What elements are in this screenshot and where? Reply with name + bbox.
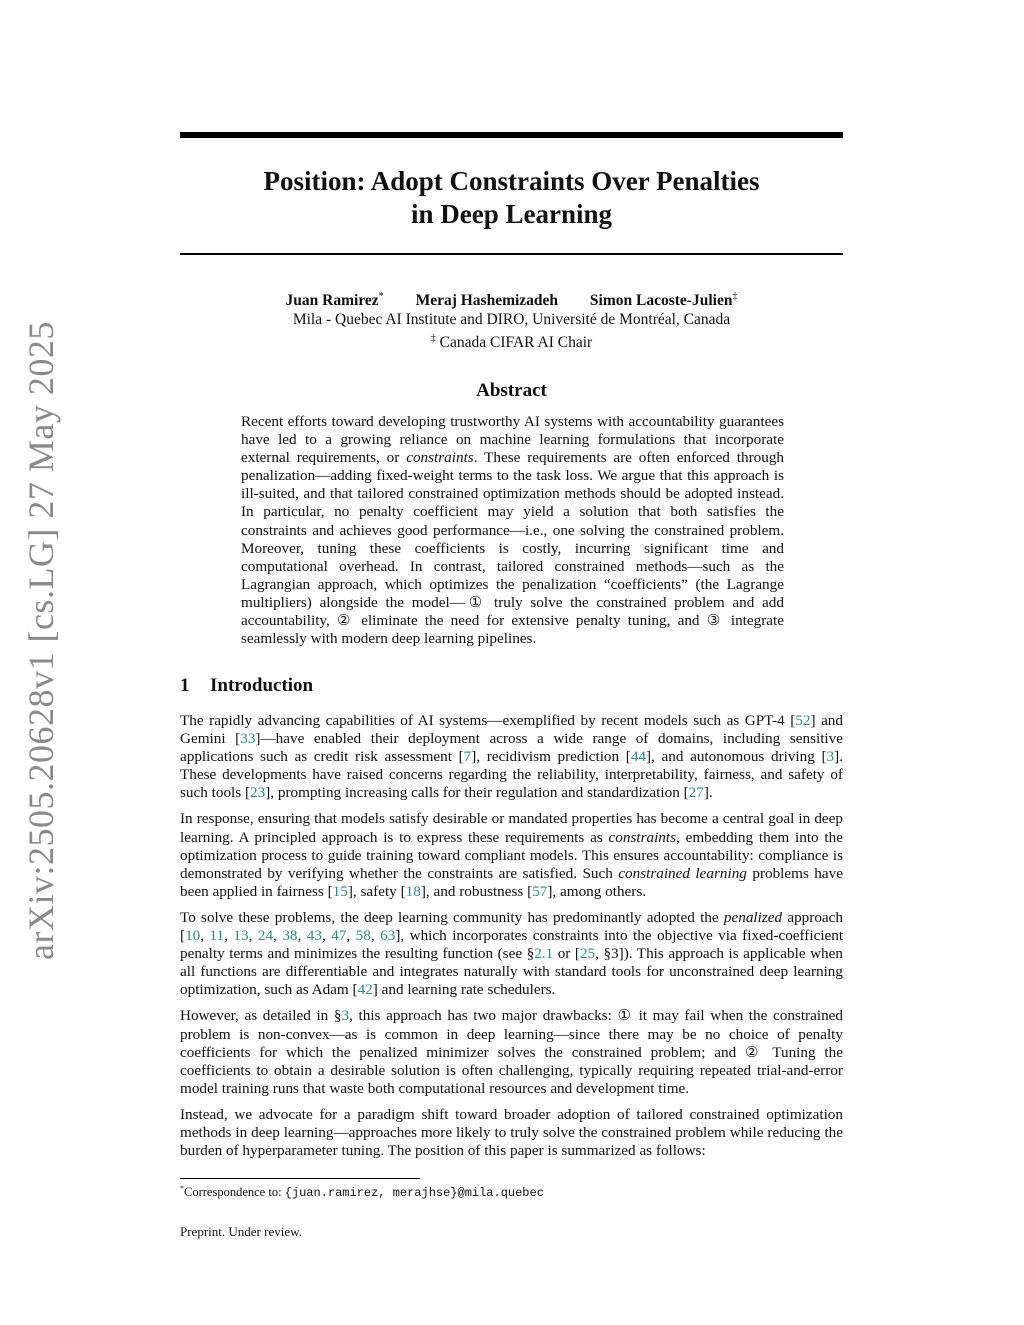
citation-link[interactable]: 23 bbox=[250, 784, 266, 802]
author: Meraj Hashemizadeh bbox=[415, 292, 559, 310]
title-line-2: in Deep Learning bbox=[410, 199, 612, 229]
emphasis: constraints bbox=[608, 828, 677, 846]
author-list bbox=[180, 287, 843, 311]
abstract-text: Recent efforts toward developing trustworthy AI systems with accountability guarantees have led to a growing reliance on machine learning formulations that incorporate external requirements, or constraints. These requirements are often enforced through penalization—adding fixed-weight terms to the task loss. We argue that this approach is ill-suited, and that tailored constrained optimization methods should be adopted instead. In particular, no penalty coefficient may yield a solution that both satisfies the constraints and achieves good performance—i.e., one solving the constrained problem. Moreover, tuning these coefficients is costly, incurring significant time and computational overhead. In contrast, tailored constrained methods—such as the Lagrangian approach, which optimizes the penalization “coefficients” (the Lagrange multipliers) alongside the model—① truly solve the constrained problem and add accountability, ② eliminate the need for extensive penalty tuning, and ③ integrate seamlessly with modern deep learning pipelines. bbox=[241, 413, 785, 648]
paper-title bbox=[180, 165, 843, 231]
title-top-rule bbox=[180, 132, 843, 138]
citation-link[interactable]: 24 bbox=[257, 927, 274, 945]
title-line-1: Position: Adopt Constraints Over Penalties bbox=[263, 166, 760, 196]
citation-link[interactable]: 13 bbox=[233, 927, 249, 945]
introduction-body bbox=[180, 712, 843, 1168]
footnote-separator bbox=[180, 1178, 420, 1179]
paragraph: Instead, we advocate for a paradigm shift toward broader adoption of tailored constrained optimization methods in deep learning—approaches more likely to truly solve the constrained problem while reducing the burden of hyperparameter tuning. The position of this paper is summarized as follows: bbox=[180, 1105, 843, 1160]
section-heading-introduction bbox=[180, 675, 843, 697]
citation-link[interactable]: 63 bbox=[380, 927, 396, 945]
citation-link[interactable]: 38 bbox=[282, 927, 298, 945]
preprint-footer: Preprint. Under review. bbox=[180, 1224, 302, 1239]
citation-link[interactable]: 44 bbox=[630, 748, 646, 766]
paragraph: In response, ensuring that models satisfy desirable or mandated properties has become a central goal in deep learning. A principled approach is to express these requirements as constraints, embedding them into the optimization process to guide training toward compliant models. This ensures accountability: compliance is demonstrated by verifying whether the constraints are satisfied. Such constrained learning problems have been applied in fairness [15], safety [18], and robustness [57], among others. bbox=[180, 810, 843, 900]
paragraph: To solve these problems, the deep learning community has predominantly adopted the penalized approach [10, 11, 13, 24, 38, 43, 47, 58, 63], which incorporates constraints into the objective via fixed-coefficient penalty terms and minimizes the resulting function (see §2.1 or [25, §3]). This approach is applicable when all functions are differentiable and integrates naturally with standard tools for unconstrained deep learning optimization, such as Adam [42] and learning rate schedulers. bbox=[180, 908, 844, 999]
citation-link[interactable]: 3 bbox=[341, 1007, 350, 1025]
author: Juan Ramirez* bbox=[285, 291, 384, 310]
author: Simon Lacoste-Julien‡ bbox=[589, 291, 738, 310]
citation-link[interactable]: 25 bbox=[579, 945, 596, 963]
arxiv-identifier-stamp: arXiv:2505.20628v1 [cs.LG] 27 May 2025 bbox=[21, 321, 61, 960]
correspondence-email[interactable]: {juan.ramirez, merajhse}@mila.quebec bbox=[284, 1186, 544, 1201]
citation-link[interactable]: 2.1 bbox=[534, 945, 554, 963]
paragraph: However, as detailed in §3, this approach has two major drawbacks: ① it may fail when the constrained problem is non-convex—as is common in deep learning—since there may be no choice of penalty coefficients for which the penalized minimizer solves the constrained problem; and ② Tuning the coefficients to obtain a desirable solution is often challenging, typically requiring repeated trial-and-error model training runs that waste both computational resources and development time. bbox=[180, 1007, 843, 1097]
citation-link[interactable]: 52 bbox=[795, 712, 811, 729]
affiliation: Mila - Quebec AI Institute and DIRO, Université de Montréal, Canada bbox=[292, 311, 731, 328]
citation-link[interactable]: 18 bbox=[405, 882, 421, 900]
citation-link[interactable]: 27 bbox=[688, 784, 704, 802]
citation-link[interactable]: 7 bbox=[463, 748, 472, 766]
paragraph: The rapidly advancing capabilities of AI systems—exemplified by recent models such as GPT-4 [52] and Gemini [33]—have enabled their deployment across a wide range of domains, including sensitive applications such as credit risk assessment [7], recidivism prediction [44], and autonomous driving [3]. These developments have raised concerns regarding the reliability, interpretability, fairness, and safety of such tools [23], prompting increasing calls for their regulation and standardization [27]. bbox=[180, 712, 843, 802]
citation-link[interactable]: 43 bbox=[306, 927, 322, 945]
section-title: Introduction bbox=[210, 675, 314, 696]
emphasis: constraints bbox=[406, 449, 474, 467]
emphasis: penalized bbox=[723, 908, 783, 926]
citation-link[interactable]: 3 bbox=[826, 748, 835, 766]
citation-link[interactable]: 42 bbox=[357, 981, 373, 999]
citation-link[interactable]: 15 bbox=[332, 882, 348, 900]
citation-link[interactable]: 57 bbox=[532, 882, 548, 900]
citation-link[interactable]: 58 bbox=[355, 927, 371, 945]
citation-link[interactable]: 10 bbox=[185, 927, 201, 945]
footnote: *Correspondence to: {juan.ramirez, merajhse}@mila.quebec bbox=[180, 1184, 544, 1201]
section-number: 1 bbox=[180, 675, 190, 696]
abstract-heading: Abstract bbox=[476, 380, 547, 401]
emphasis: constrained learning bbox=[618, 864, 747, 882]
title-bottom-rule bbox=[180, 253, 843, 255]
affiliation-2: ‡ Canada CIFAR AI Chair bbox=[430, 333, 593, 352]
citation-link[interactable]: 33 bbox=[240, 730, 256, 748]
citation-link[interactable]: 11 bbox=[209, 927, 225, 945]
citation-link[interactable]: 47 bbox=[331, 927, 347, 945]
